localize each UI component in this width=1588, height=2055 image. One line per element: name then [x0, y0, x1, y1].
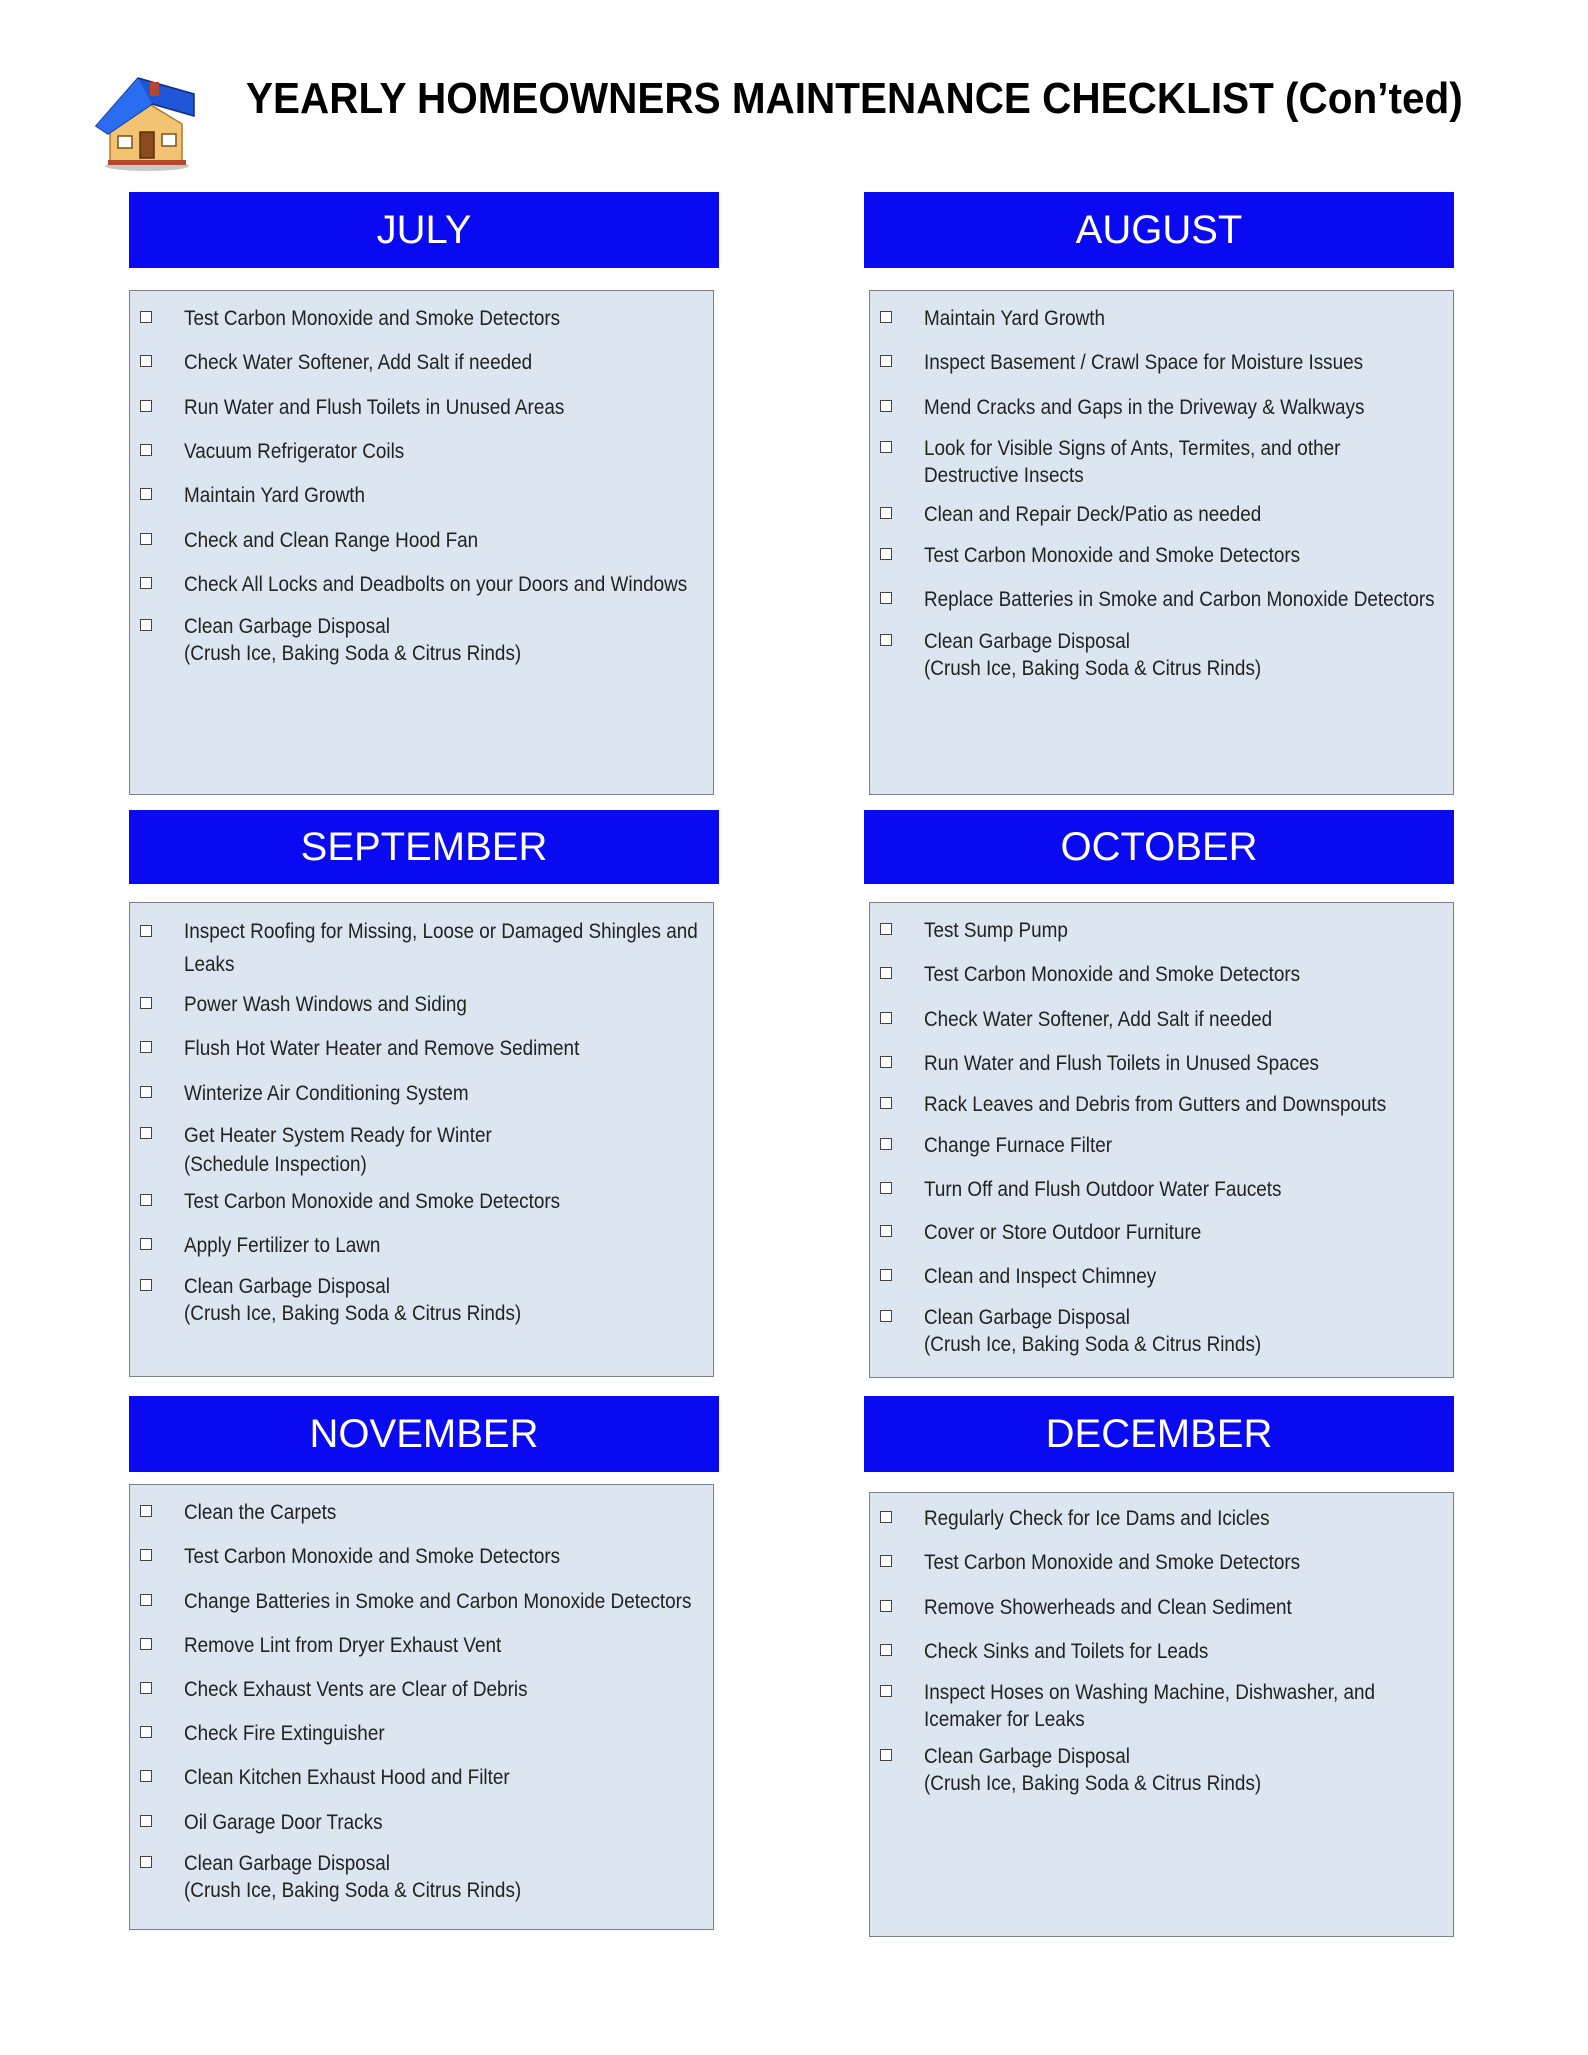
checkbox[interactable] [880, 1182, 892, 1194]
checkbox[interactable] [880, 1097, 892, 1109]
checkbox[interactable] [140, 444, 152, 456]
checkbox[interactable] [880, 1685, 892, 1697]
checkbox[interactable] [880, 311, 892, 323]
month-header: JULY [129, 192, 719, 268]
checkbox[interactable] [880, 1056, 892, 1068]
house-icon [92, 72, 198, 172]
checkbox[interactable] [140, 311, 152, 323]
checkbox[interactable] [880, 355, 892, 367]
checklist-box: Clean the Carpets Test Carbon Monoxide and Smoke Detectors Change Batteries in Smoke and Carbon Monoxide Detectors Remove Lint from Dryer Exhaust Vent Check Exhaust Vents are Clear of Debris Check Fire Extinguisher Clean Kitchen Exhaust Hood and Filter Oil Garage Door Tracks Clean Garbage Disposal (Crush Ice, Baking Soda & Citrus Rinds) [129, 1484, 714, 1930]
checkbox[interactable] [140, 997, 152, 1009]
checkbox[interactable] [880, 592, 892, 604]
checkbox[interactable] [140, 1815, 152, 1827]
checkbox[interactable] [880, 634, 892, 646]
checklist-box: Maintain Yard Growth Inspect Basement / Crawl Space for Moisture Issues Mend Cracks and Gaps in the Driveway & Walkways Look for Visible Signs of Ants, Termites, and other Destructive Insects Clean and Repair Deck/Patio as needed Test Carbon Monoxide and Smoke Detectors Replace Batteries in Smoke and Carbon Monoxide Detectors Clean Garbage Disposal (Crush Ice, Baking Soda & Citrus Rinds) [869, 290, 1454, 795]
checkbox[interactable] [140, 533, 152, 545]
checkbox[interactable] [140, 1086, 152, 1098]
month-header: SEPTEMBER [129, 810, 719, 884]
checkbox[interactable] [880, 1310, 892, 1322]
checkbox[interactable] [140, 1194, 152, 1206]
month-header: OCTOBER [864, 810, 1454, 884]
checkbox[interactable] [140, 1726, 152, 1738]
checkbox[interactable] [880, 1555, 892, 1567]
checkbox[interactable] [140, 1594, 152, 1606]
checklist-box: Test Carbon Monoxide and Smoke Detectors Check Water Softener, Add Salt if needed Run Water and Flush Toilets in Unused Areas Vacuum Refrigerator Coils Maintain Yard Growth Check and Clean Range Hood Fan Check All Locks and Deadbolts on your Doors and Windows Clean Garbage Disposal (Crush Ice, Baking Soda & Citrus Rinds) [129, 290, 714, 795]
checkbox[interactable] [880, 507, 892, 519]
checkbox[interactable] [880, 1511, 892, 1523]
checkbox[interactable] [140, 355, 152, 367]
checkbox[interactable] [880, 1138, 892, 1150]
checklist-box: Inspect Roofing for Missing, Loose or Damaged Shingles and Leaks Power Wash Windows and Siding Flush Hot Water Heater and Remove Sediment Winterize Air Conditioning System Get Heater System Ready for Winter (Schedule Inspection) Test Carbon Monoxide and Smoke Detectors Apply Fertilizer to Lawn Clean Garbage Disposal (Crush Ice, Baking Soda & Citrus Rinds) [129, 902, 714, 1377]
checkbox[interactable] [140, 400, 152, 412]
checkbox[interactable] [880, 1749, 892, 1761]
checkbox[interactable] [140, 1856, 152, 1868]
checkbox[interactable] [140, 1279, 152, 1291]
month-header: DECEMBER [864, 1396, 1454, 1472]
checkbox[interactable] [880, 400, 892, 412]
checkbox[interactable] [140, 1549, 152, 1561]
checkbox[interactable] [140, 1770, 152, 1782]
checkbox[interactable] [880, 548, 892, 560]
checkbox[interactable] [140, 1505, 152, 1517]
checkbox[interactable] [140, 925, 152, 937]
checkbox[interactable] [880, 1269, 892, 1281]
page-title: YEARLY HOMEOWNERS MAINTENANCE CHECKLIST (Con’ted) [246, 74, 1463, 123]
checkbox[interactable] [880, 923, 892, 935]
checkbox[interactable] [880, 1644, 892, 1656]
month-header: AUGUST [864, 192, 1454, 268]
checkbox[interactable] [140, 1041, 152, 1053]
checklist-box: Test Sump Pump Test Carbon Monoxide and Smoke Detectors Check Water Softener, Add Salt if needed Run Water and Flush Toilets in Unused Spaces Rack Leaves and Debris from Gutters and Downspouts Change Furnace Filter Turn Off and Flush Outdoor Water Faucets Cover or Store Outdoor Furniture Clean and Inspect Chimney Clean Garbage Disposal (Crush Ice, Baking Soda & Citrus Rinds) [869, 902, 1454, 1378]
checkbox[interactable] [880, 967, 892, 979]
checkbox[interactable] [880, 1012, 892, 1024]
checkbox[interactable] [880, 441, 892, 453]
checkbox[interactable] [140, 1127, 152, 1139]
page-header [0, 0, 1588, 190]
checkbox[interactable] [140, 1682, 152, 1694]
checkbox[interactable] [880, 1600, 892, 1612]
checkbox[interactable] [140, 577, 152, 589]
checkbox[interactable] [140, 488, 152, 500]
checklist-box: Regularly Check for Ice Dams and Icicles Test Carbon Monoxide and Smoke Detectors Remove Showerheads and Clean Sediment Check Sinks and Toilets for Leads Inspect Hoses on Washing Machine, Dishwasher, and Icemaker for Leaks Clean Garbage Disposal (Crush Ice, Baking Soda & Citrus Rinds) [869, 1492, 1454, 1937]
month-header: NOVEMBER [129, 1396, 719, 1472]
checkbox[interactable] [140, 1238, 152, 1250]
checkbox[interactable] [140, 1638, 152, 1650]
checkbox[interactable] [140, 619, 152, 631]
checkbox[interactable] [880, 1225, 892, 1237]
